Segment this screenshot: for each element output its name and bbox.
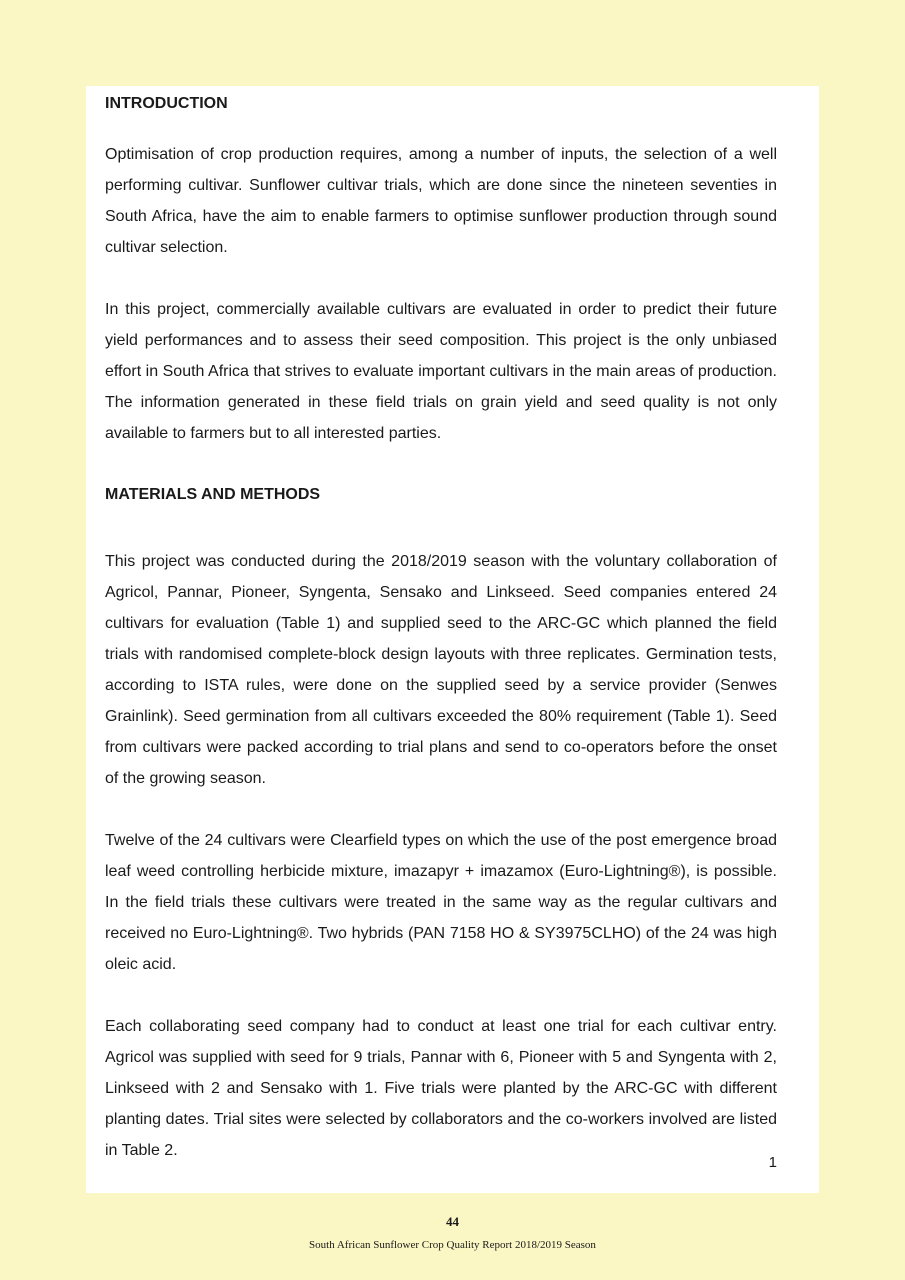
materials-methods-heading: MATERIALS AND METHODS xyxy=(105,486,321,503)
intro-paragraph-2: In this project, commercially available cultivars are evaluated in order to predict their future yield performances and to assess their seed composition. This project is the only unbiased effort in South Africa that strives to evaluate important cultivars in the main areas of production. The information generated in these field trials on grain yield and seed quality is not only available to farmers but to all interested parties. xyxy=(105,301,777,442)
methods-paragraph-1: This project was conducted during the 2018/2019 season with the voluntary collaboration of Agricol, Pannar, Pioneer, Syngenta, Sensako and Linkseed. Seed companies entered 24 cultivars for evaluation (Table 1) and supplied seed to the ARC-GC which planned the field trials with randomised complete-block design layouts with three replicates. Germination tests, according to ISTA rules, were done on the supplied seed by a service provider (Senwes Grainlink). Seed germination from all cultivars exceeded the 80% requirement (Table 1). Seed from cultivars were packed according to trial plans and send to co-operators before the onset of the growing season. xyxy=(105,553,777,787)
document-page xyxy=(86,86,819,1193)
introduction-heading: INTRODUCTION xyxy=(105,95,228,112)
methods-paragraph-2: Twelve of the 24 cultivars were Clearfield types on which the use of the post emergence broad leaf weed controlling herbicide mixture, imazapyr + imazamox (Euro-Lightning®), is possible. In the field trials these cultivars were treated in the same way as the regular cultivars and received no Euro-Lightning®. Two hybrids (PAN 7158 HO & SY3975CLHO) of the 24 was high oleic acid. xyxy=(105,832,777,973)
footer-report-title: South African Sunflower Crop Quality Report 2018/2019 Season xyxy=(309,1239,596,1251)
footer-page-number: 44 xyxy=(446,1214,459,1229)
inner-page-number: 1 xyxy=(768,1154,777,1171)
intro-paragraph-1: Optimisation of crop production requires, among a number of inputs, the selection of a well performing cultivar. Sunflower cultivar trials, which are done since the nineteen seventies in South Africa, have the aim to enable farmers to optimise sunflower production through sound cultivar selection. xyxy=(105,146,777,256)
methods-paragraph-3: Each collaborating seed company had to conduct at least one trial for each cultivar entry. Agricol was supplied with seed for 9 trials, Pannar with 6, Pioneer with 5 and Syngenta with 2, Linkseed with 2 and Sensako with 1. Five trials were planted by the ARC-GC with different planting dates. Trial sites were selected by collaborators and the co-workers involved are listed in Table 2. xyxy=(105,1018,777,1159)
